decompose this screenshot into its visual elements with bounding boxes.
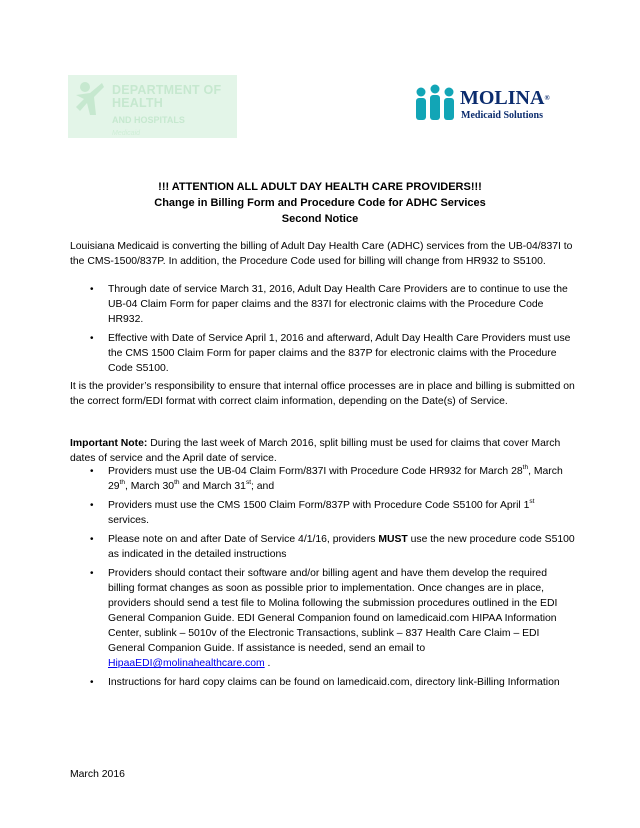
dhh-logo-line1: DEPARTMENT OF <box>112 83 222 97</box>
molina-logo <box>414 82 554 122</box>
list-item: • Providers should contact their software and/or billing agent and have them develop the required billing format changes as soon as possible prior to implementation. Once changes are in place, providers should send a test file to Molina following the submission procedures outlined in the EDI General Companion Guide. EDI General Companion found on lamedicaid.com HIPAA Information Center, sublink – 5010v of the Electronic Transactions, sublink – 837 Health Care Claim – EDI General Companion Guide. If assistance is needed, send an email to HipaaEDI@molinahealthcare.com . <box>90 568 558 669</box>
list-item: • Effective with Date of Service April 1, 2016 and afterward, Adult Day Health Care Providers must use the CMS 1500 Claim Form for paper claims and the 837P for electronic claims with the Procedure Code S5100. <box>90 333 571 374</box>
molina-name: MOLINA® <box>460 87 550 109</box>
molina-people-icon <box>414 84 460 120</box>
dhh-logo-line3: AND HOSPITALS <box>112 115 185 125</box>
footer-date: March 2016 <box>70 769 125 780</box>
title-notice: Second Notice <box>281 213 359 225</box>
important-label: Important Note: <box>70 438 148 449</box>
dhh-logo-line4: Medicaid <box>112 130 141 137</box>
intro-paragraph: Louisiana Medicaid is converting the billing of Adult Day Health Care (ADHC) services from the UB-04/837I to the CMS-1500/837P. In addition, the Procedure Code used for billing will change from HR932 to S5100. <box>70 241 573 267</box>
list-item: • Instructions for hard copy claims can be found on lamedicaid.com, directory link-Billing Information <box>90 677 560 688</box>
dhh-logo-line2: HEALTH <box>112 96 163 110</box>
responsibility-paragraph: It is the provider’s responsibility to ensure that internal office processes are in place and billing is submitted on the correct form/EDI format with correct claim information, depending on the Date(s) of Service. <box>70 381 575 407</box>
service-date-list <box>70 282 575 380</box>
list-item: • Providers must use the UB-04 Claim Form/837I with Procedure Code HR932 for March 28th, March 29th, March 30th and March 31st; and <box>90 463 563 492</box>
important-note: Important Note: During the last week of March 2016, split billing must be used for claims that cover March dates of service and the April date of service. <box>70 438 561 464</box>
list-item: • Providers must use the CMS 1500 Claim Form/837P with Procedure Code S5100 for April 1st services. <box>90 497 535 526</box>
list-item: • Please note on and after Date of Service 4/1/16, providers MUST use the new procedure code S5100 as indicated in the detailed instructions <box>90 534 575 560</box>
title-attention: !!! ATTENTION ALL ADULT DAY HEALTH CARE PROVIDERS!!! <box>158 181 482 193</box>
molina-subtitle: Medicaid Solutions <box>461 110 543 121</box>
list-item: • Through date of service March 31, 2016, Adult Day Health Care Providers are to continue to use the UB-04 Claim Form for paper claims and the 837I for electronic claims with the Procedure Code HR932. <box>90 284 568 325</box>
title-change: Change in Billing Form and Procedure Code for ADHC Services <box>154 197 486 209</box>
person-figure-icon <box>74 81 106 117</box>
dhh-logo <box>68 75 237 138</box>
email-link[interactable]: HipaaEDI@molinahealthcare.com <box>108 658 265 669</box>
split-billing-list <box>70 464 575 694</box>
